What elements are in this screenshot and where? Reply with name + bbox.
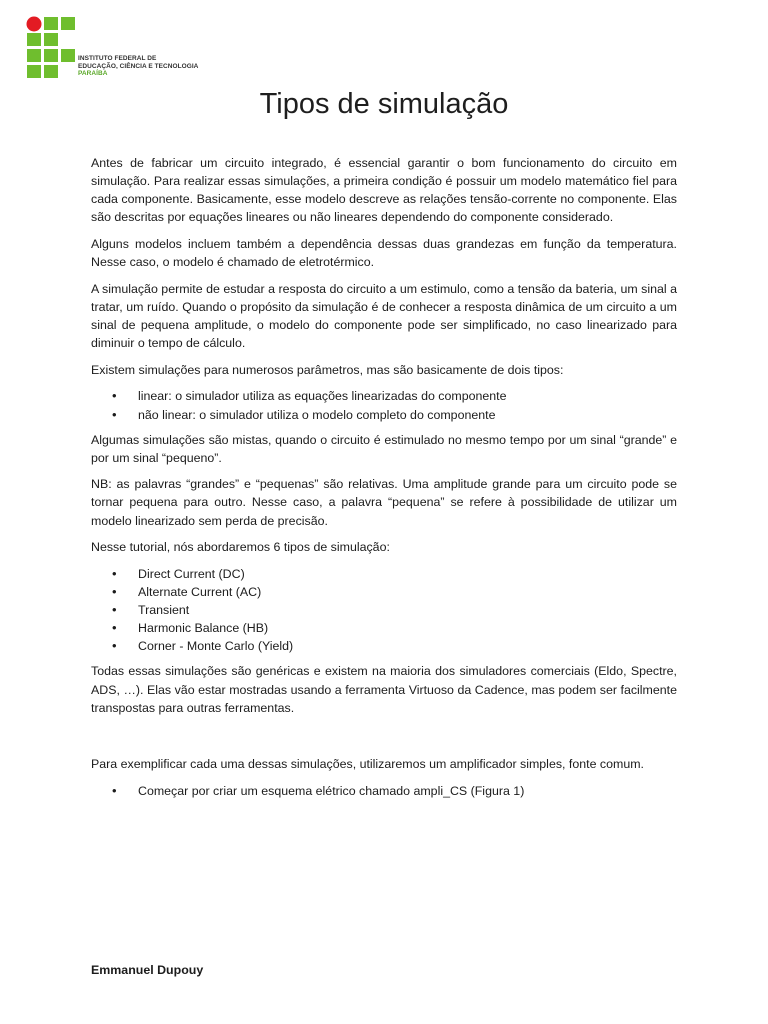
list-item: • Direct Current (DC): [91, 565, 677, 583]
paragraph-nb-note: NB: as palavras “grandes” e “pequenas” são relativas. Uma amplitude grande para um circuito pode se tornar pequena para outro. Nesse caso, a palavra “pequena” se refere à possibilidade de utilizar um modelo linearizado sem perda de precisão.: [91, 477, 677, 528]
institute-name: [78, 55, 198, 78]
list-item: • Alternate Current (AC): [91, 583, 677, 601]
list-item: • Começar por criar um esquema elétrico chamado ampli_CS (Figura 1): [91, 782, 677, 800]
paragraph-thermal-models: Alguns modelos incluem também a dependência dessas duas grandezas em função da temperatura. Nesse caso, o modelo é chamado de eletrotérmico.: [91, 236, 677, 270]
list-item: • Harmonic Balance (HB): [91, 619, 677, 637]
list-item: • não linear: o simulador utiliza o modelo completo do componente: [91, 406, 677, 424]
paragraph-intro: Antes de fabricar um circuito integrado, é essencial garantir o bom funcionamento do circuito em simulação. Para realizar essas simulações, a primeira condição é possuir um modelo matemático fiel para cada componente. Basicamente, esse modelo descreve as relações tensão-corrente no componente. Elas são descritas por equações lineares ou não lineares dependendo do componente considerado.: [91, 156, 677, 225]
footer-author: Emmanuel Dupouy: [91, 963, 204, 977]
ifpb-logo-icon: [26, 16, 82, 78]
paragraph-simulation-response: A simulação permite de estudar a resposta do circuito a um estimulo, como a tensão da bateria, um sinal a tratar, um ruído. Quando o propósito da simulação é de conhecer a resposta dinâmica de um circuito a um sinal de pequena amplitude, o modelo do componente pode ser simplificado, no caso linearizado para diminuir o tempo de cálculo.: [91, 281, 677, 351]
paragraph-generic-simulators: Todas essas simulações são genéricas e existem na maioria dos simuladores comerciais (Eldo, Spectre, ADS, …). Elas vão estar mostradas usando a ferramenta Virtuoso da Cadence, mas podem ser facilmente transpostas para outras ferramentas.: [91, 664, 677, 715]
list-item: • linear: o simulador utiliza as equações linearizadas do componente: [91, 387, 677, 405]
paragraph-simulation-types-intro: Existem simulações para numerosos parâmetros, mas são basicamente de dois tipos:: [91, 362, 564, 377]
steps-list: [91, 782, 677, 800]
page-title: Tipos de simulação: [259, 88, 509, 120]
institute-name-line-3: PARAÍBA: [78, 70, 108, 78]
paragraph-mixed-simulations: Algumas simulações são mistas, quando o circuito é estimulado no mesmo tempo por um sinal “grande” e por um sinal “pequeno”.: [91, 432, 677, 465]
list-item: • Transient: [91, 601, 677, 619]
institute-logo: [26, 16, 226, 80]
paragraph-tutorial-scope: Nesse tutorial, nós abordaremos 6 tipos de simulação:: [91, 540, 390, 555]
simulation-types-list: [91, 565, 677, 655]
simulation-kind-list: [91, 387, 677, 423]
paragraph-example-amplifier: Para exemplificar cada uma dessas simulações, utilizaremos um amplificador simples, fonte comum.: [91, 757, 644, 772]
list-item: • Corner - Monte Carlo (Yield): [91, 637, 677, 655]
spacer: [91, 725, 677, 755]
document-body: [91, 154, 677, 807]
institute-name-line-2: EDUCAÇÃO, CIÊNCIA E TECNOLOGIA: [78, 62, 199, 70]
institute-name-line-1: INSTITUTO FEDERAL DE: [78, 55, 157, 62]
